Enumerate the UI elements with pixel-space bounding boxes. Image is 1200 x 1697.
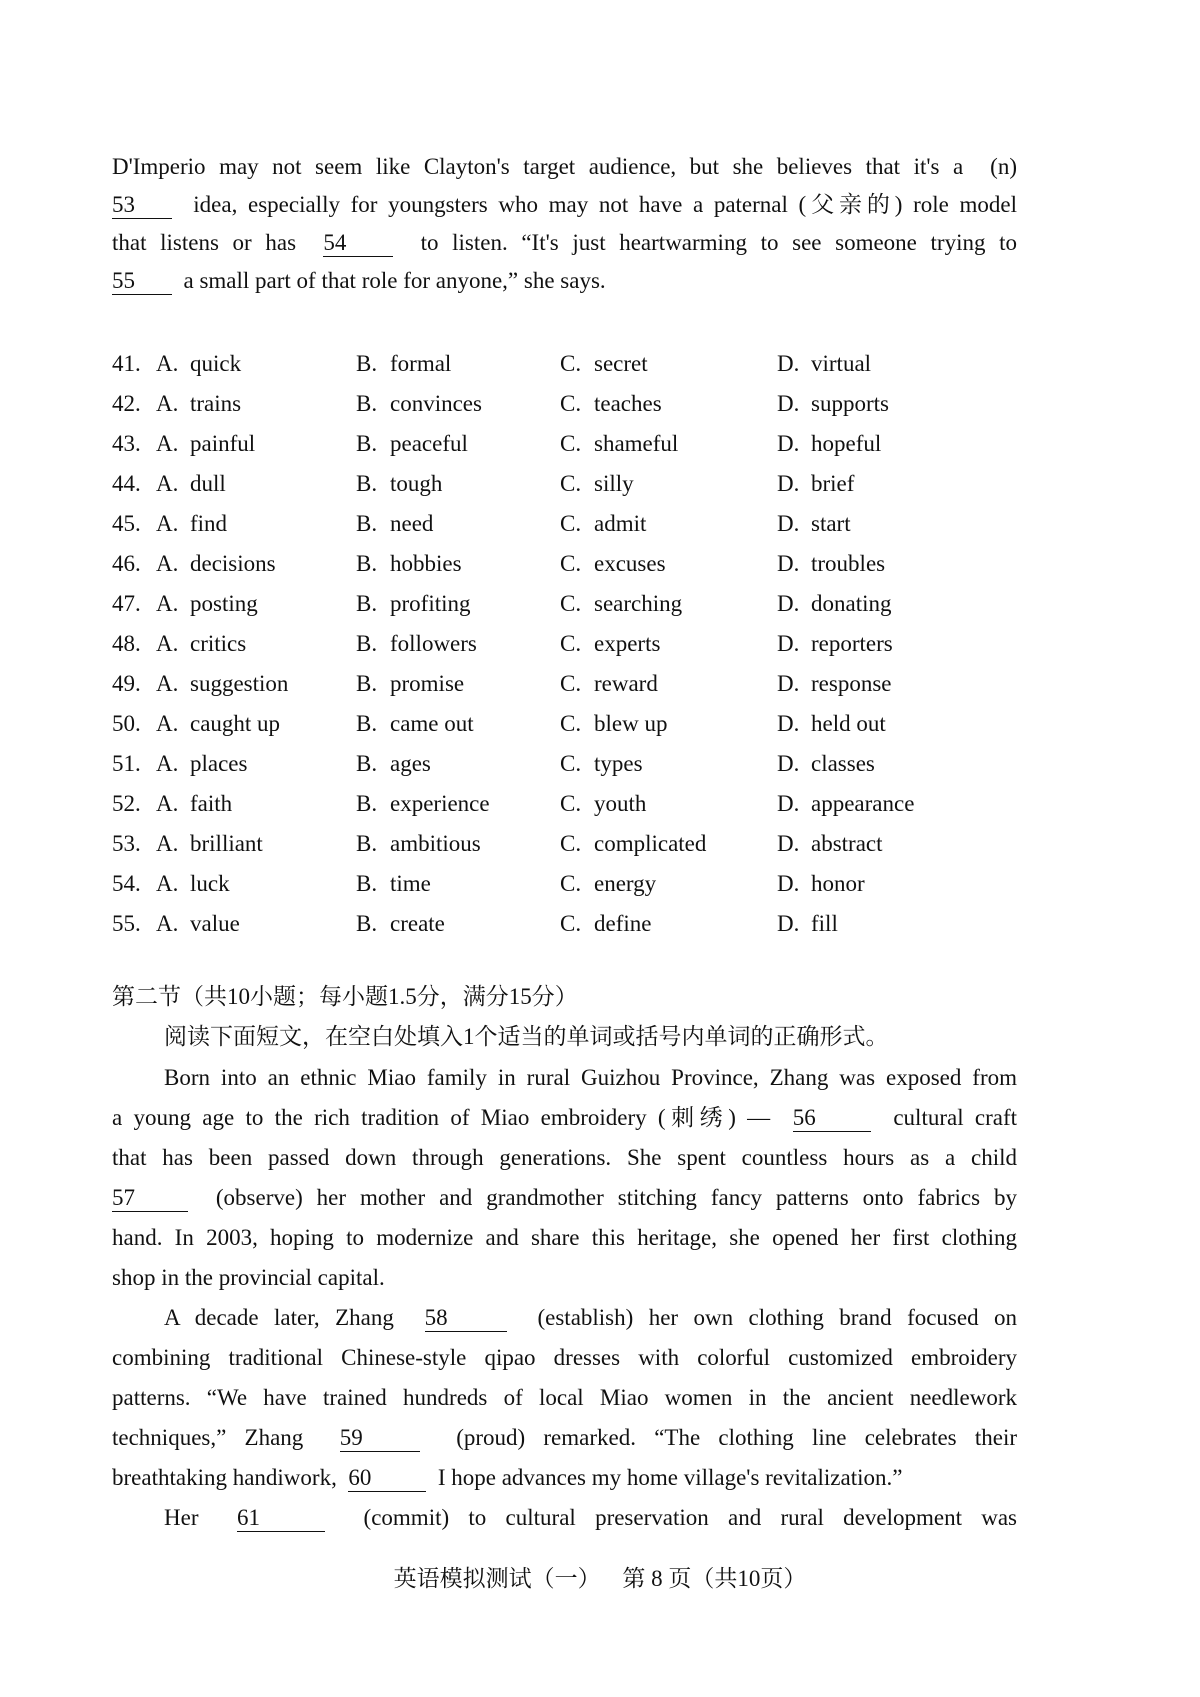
option-letter: A.	[156, 911, 179, 936]
option-row-48	[112, 624, 1012, 664]
option-text: hobbies	[390, 551, 462, 576]
option-row-41	[112, 344, 1012, 384]
option-a	[156, 391, 356, 417]
option-b	[356, 831, 560, 857]
option-b	[356, 871, 560, 897]
blank-55: 55	[112, 268, 172, 295]
text-line: that has been passed down through generations. She spent countless hours as a child	[112, 1145, 1017, 1170]
option-letter: B.	[356, 351, 378, 376]
blank-53: 53	[112, 192, 172, 219]
option-d	[777, 431, 977, 457]
option-a	[156, 351, 356, 377]
option-letter: D.	[777, 831, 800, 856]
option-text: followers	[390, 631, 477, 656]
option-text: honor	[811, 871, 865, 896]
option-letter: C.	[560, 511, 582, 536]
option-d	[777, 471, 977, 497]
option-text: ages	[390, 751, 431, 776]
question-number: 41.	[112, 351, 141, 376]
option-row-55	[112, 904, 1012, 944]
option-b	[356, 911, 560, 937]
option-text: quick	[190, 351, 242, 376]
option-c	[560, 911, 777, 937]
option-letter: A.	[156, 511, 179, 536]
option-text: hopeful	[811, 431, 882, 456]
question-number: 50.	[112, 711, 141, 736]
option-b	[356, 351, 560, 377]
option-d	[777, 351, 977, 377]
option-text: brief	[811, 471, 855, 496]
option-text: decisions	[190, 551, 276, 576]
option-row-53	[112, 824, 1012, 864]
option-a	[156, 471, 356, 497]
option-text: shameful	[594, 431, 679, 456]
text-line: patterns. “We have trained hundreds of local Miao women in the ancient needlework	[112, 1385, 1017, 1410]
option-a	[156, 671, 356, 697]
option-letter: D.	[777, 871, 800, 896]
option-row-43	[112, 424, 1012, 464]
question-number: 42.	[112, 391, 141, 416]
option-letter: A.	[156, 551, 179, 576]
option-letter: C.	[560, 871, 582, 896]
text-line: A decade later, Zhang 58 (establish) her own clothing brand focused on	[164, 1305, 1017, 1330]
option-row-46	[112, 544, 1012, 584]
option-letter: B.	[356, 831, 378, 856]
option-a	[156, 871, 356, 897]
text-line: shop in the provincial capital.	[112, 1265, 385, 1290]
text-line: D'Imperio may not seem like Clayton's target audience, but she believes that it's a (n)	[112, 154, 1017, 179]
option-text: profiting	[390, 591, 471, 616]
option-row-45	[112, 504, 1012, 544]
text-line: breathtaking handiwork, 60 I hope advances my home village's revitalization.”	[112, 1465, 903, 1490]
options-table	[112, 344, 1012, 944]
option-d	[777, 391, 977, 417]
option-letter: C.	[560, 431, 582, 456]
option-c	[560, 431, 777, 457]
option-letter: D.	[777, 631, 800, 656]
option-text: trains	[190, 391, 242, 416]
option-letter: C.	[560, 351, 582, 376]
option-a	[156, 911, 356, 937]
option-b	[356, 591, 560, 617]
option-a	[156, 431, 356, 457]
question-number: 46.	[112, 551, 141, 576]
option-d	[777, 591, 977, 617]
option-c	[560, 351, 777, 377]
option-a	[156, 511, 356, 537]
section-heading: 第二节（共10小题；每小题1.5分，满分15分）	[112, 984, 578, 1009]
blank-57: 57	[112, 1185, 188, 1212]
option-letter: B.	[356, 711, 378, 736]
option-letter: A.	[156, 431, 179, 456]
option-text: dull	[190, 471, 226, 496]
option-letter: A.	[156, 831, 179, 856]
option-letter: D.	[777, 551, 800, 576]
blank-59: 59	[340, 1425, 420, 1452]
question-number: 49.	[112, 671, 141, 696]
option-text: silly	[594, 471, 634, 496]
option-text: fill	[811, 911, 838, 936]
option-a	[156, 751, 356, 777]
option-letter: D.	[777, 591, 800, 616]
page-footer	[0, 1560, 1200, 1593]
option-c	[560, 511, 777, 537]
text-line: 57 (observe) her mother and grandmother stitching fancy patterns onto fabrics by	[112, 1185, 1017, 1210]
option-c	[560, 591, 777, 617]
question-number: 48.	[112, 631, 141, 656]
option-d	[777, 671, 977, 697]
passage-paragraph-1	[112, 1058, 1017, 1298]
option-letter: D.	[777, 671, 800, 696]
option-letter: C.	[560, 751, 582, 776]
option-b	[356, 471, 560, 497]
exam-title: 英语模拟测试（一）	[393, 1566, 601, 1591]
option-text: posting	[190, 591, 258, 616]
option-text: blew up	[594, 711, 668, 736]
option-d	[777, 871, 977, 897]
option-text: suggestion	[190, 671, 289, 696]
option-d	[777, 911, 977, 937]
option-text: start	[811, 511, 851, 536]
option-c	[560, 671, 777, 697]
option-text: excuses	[594, 551, 666, 576]
option-letter: D.	[777, 711, 800, 736]
option-text: find	[190, 511, 228, 536]
option-letter: C.	[560, 551, 582, 576]
option-letter: B.	[356, 751, 378, 776]
option-letter: A.	[156, 711, 179, 736]
option-letter: A.	[156, 631, 179, 656]
option-c	[560, 871, 777, 897]
question-number: 54.	[112, 871, 141, 896]
blank-54: 54	[323, 230, 393, 257]
option-letter: C.	[560, 711, 582, 736]
option-text: appearance	[811, 791, 915, 816]
question-number: 52.	[112, 791, 141, 816]
blank-58: 58	[425, 1305, 507, 1332]
option-text: virtual	[811, 351, 872, 376]
option-letter: A.	[156, 351, 179, 376]
passage-paragraph-2	[112, 1298, 1017, 1498]
option-row-42	[112, 384, 1012, 424]
option-a	[156, 591, 356, 617]
option-text: promise	[390, 671, 465, 696]
option-text: types	[594, 751, 643, 776]
option-text: time	[390, 871, 431, 896]
option-text: reporters	[811, 631, 893, 656]
option-letter: D.	[777, 431, 800, 456]
option-text: youth	[594, 791, 647, 816]
option-text: classes	[811, 751, 875, 776]
question-number: 55.	[112, 911, 141, 936]
option-text: came out	[390, 711, 474, 736]
option-letter: D.	[777, 511, 800, 536]
option-text: complicated	[594, 831, 707, 856]
blank-60: 60	[348, 1465, 426, 1492]
option-text: energy	[594, 871, 657, 896]
option-letter: A.	[156, 671, 179, 696]
option-a	[156, 711, 356, 737]
option-text: donating	[811, 591, 892, 616]
option-text: peaceful	[390, 431, 468, 456]
option-text: luck	[190, 871, 230, 896]
option-text: create	[390, 911, 445, 936]
option-letter: B.	[356, 551, 378, 576]
text-line: a young age to the rich tradition of Miao embroidery (刺绣) — 56 cultural craft	[112, 1105, 1018, 1130]
option-row-49	[112, 664, 1012, 704]
option-c	[560, 791, 777, 817]
option-text: teaches	[594, 391, 662, 416]
option-text: painful	[190, 431, 256, 456]
option-text: faith	[190, 791, 233, 816]
option-letter: A.	[156, 871, 179, 896]
page-number: 第 8 页（共10页）	[622, 1566, 807, 1591]
option-text: ambitious	[390, 831, 481, 856]
option-text: brilliant	[190, 831, 263, 856]
option-b	[356, 751, 560, 777]
option-letter: A.	[156, 391, 179, 416]
option-b	[356, 511, 560, 537]
option-b	[356, 431, 560, 457]
option-c	[560, 471, 777, 497]
option-d	[777, 751, 977, 777]
question-number: 53.	[112, 831, 141, 856]
option-letter: C.	[560, 591, 582, 616]
option-letter: B.	[356, 471, 378, 496]
option-d	[777, 511, 977, 537]
option-letter: C.	[560, 791, 582, 816]
option-row-47	[112, 584, 1012, 624]
option-letter: C.	[560, 831, 582, 856]
option-text: held out	[811, 711, 886, 736]
option-row-52	[112, 784, 1012, 824]
option-text: formal	[390, 351, 452, 376]
option-text: supports	[811, 391, 889, 416]
option-letter: D.	[777, 391, 800, 416]
option-letter: C.	[560, 471, 582, 496]
option-letter: D.	[777, 351, 800, 376]
option-a	[156, 631, 356, 657]
intro-paragraph	[112, 148, 1017, 300]
blank-56: 56	[793, 1105, 871, 1132]
option-c	[560, 631, 777, 657]
option-text: tough	[390, 471, 443, 496]
option-letter: C.	[560, 391, 582, 416]
option-a	[156, 791, 356, 817]
option-d	[777, 791, 977, 817]
option-row-51	[112, 744, 1012, 784]
option-b	[356, 671, 560, 697]
option-c	[560, 391, 777, 417]
option-letter: B.	[356, 511, 378, 536]
question-number: 47.	[112, 591, 141, 616]
option-text: value	[190, 911, 240, 936]
option-letter: D.	[777, 471, 800, 496]
option-letter: C.	[560, 911, 582, 936]
option-letter: C.	[560, 671, 582, 696]
option-d	[777, 711, 977, 737]
option-letter: B.	[356, 871, 378, 896]
option-text: places	[190, 751, 248, 776]
text-line: hand. In 2003, hoping to modernize and share this heritage, she opened her first clothing	[112, 1225, 1017, 1250]
option-text: troubles	[811, 551, 886, 576]
option-letter: B.	[356, 911, 378, 936]
option-text: secret	[594, 351, 648, 376]
option-text: need	[390, 511, 434, 536]
option-text: experts	[594, 631, 661, 656]
option-text: caught up	[190, 711, 281, 736]
option-c	[560, 831, 777, 857]
option-letter: A.	[156, 791, 179, 816]
option-c	[560, 751, 777, 777]
option-c	[560, 711, 777, 737]
option-text: critics	[190, 631, 247, 656]
option-d	[777, 631, 977, 657]
option-row-50	[112, 704, 1012, 744]
blank-61: 61	[237, 1505, 325, 1532]
option-letter: B.	[356, 671, 378, 696]
option-letter: B.	[356, 631, 378, 656]
option-a	[156, 831, 356, 857]
option-text: reward	[594, 671, 658, 696]
option-text: admit	[594, 511, 647, 536]
option-row-54	[112, 864, 1012, 904]
text-line: 53 idea, especially for youngsters who may not have a paternal (父亲的) role model	[112, 192, 1017, 217]
option-letter: A.	[156, 591, 179, 616]
question-number: 51.	[112, 751, 141, 776]
question-number: 43.	[112, 431, 141, 456]
option-text: response	[811, 671, 892, 696]
option-text: convinces	[390, 391, 482, 416]
option-c	[560, 551, 777, 577]
section-instruction: 阅读下面短文，在空白处填入1个适当的单词或括号内单词的正确形式。	[164, 1024, 889, 1049]
option-row-44	[112, 464, 1012, 504]
option-letter: B.	[356, 391, 378, 416]
option-letter: A.	[156, 751, 179, 776]
option-letter: A.	[156, 471, 179, 496]
option-text: abstract	[811, 831, 883, 856]
question-number: 44.	[112, 471, 141, 496]
option-letter: D.	[777, 911, 800, 936]
option-text: searching	[594, 591, 683, 616]
passage-paragraph-3	[112, 1498, 1017, 1538]
text-line: combining traditional Chinese-style qipao dresses with colorful customized embroidery	[112, 1345, 1017, 1370]
option-b	[356, 631, 560, 657]
option-letter: C.	[560, 631, 582, 656]
option-letter: D.	[777, 751, 800, 776]
text-line: Born into an ethnic Miao family in rural Guizhou Province, Zhang was exposed from	[164, 1065, 1017, 1090]
text-line: that listens or has 54 to listen. “It's just heartwarming to see someone trying to	[112, 230, 1018, 255]
text-line: techniques,” Zhang 59 (proud) remarked. “The clothing line celebrates their	[112, 1425, 1017, 1450]
option-b	[356, 391, 560, 417]
option-b	[356, 791, 560, 817]
option-letter: B.	[356, 591, 378, 616]
option-text: experience	[390, 791, 490, 816]
option-letter: D.	[777, 791, 800, 816]
option-d	[777, 551, 977, 577]
text-line: 55 a small part of that role for anyone,” she says.	[112, 268, 606, 293]
option-text: define	[594, 911, 652, 936]
text-line: Her 61 (commit) to cultural preservation and rural development was	[164, 1505, 1017, 1530]
option-letter: B.	[356, 791, 378, 816]
option-b	[356, 551, 560, 577]
question-number: 45.	[112, 511, 141, 536]
option-a	[156, 551, 356, 577]
option-b	[356, 711, 560, 737]
option-d	[777, 831, 977, 857]
option-letter: B.	[356, 431, 378, 456]
